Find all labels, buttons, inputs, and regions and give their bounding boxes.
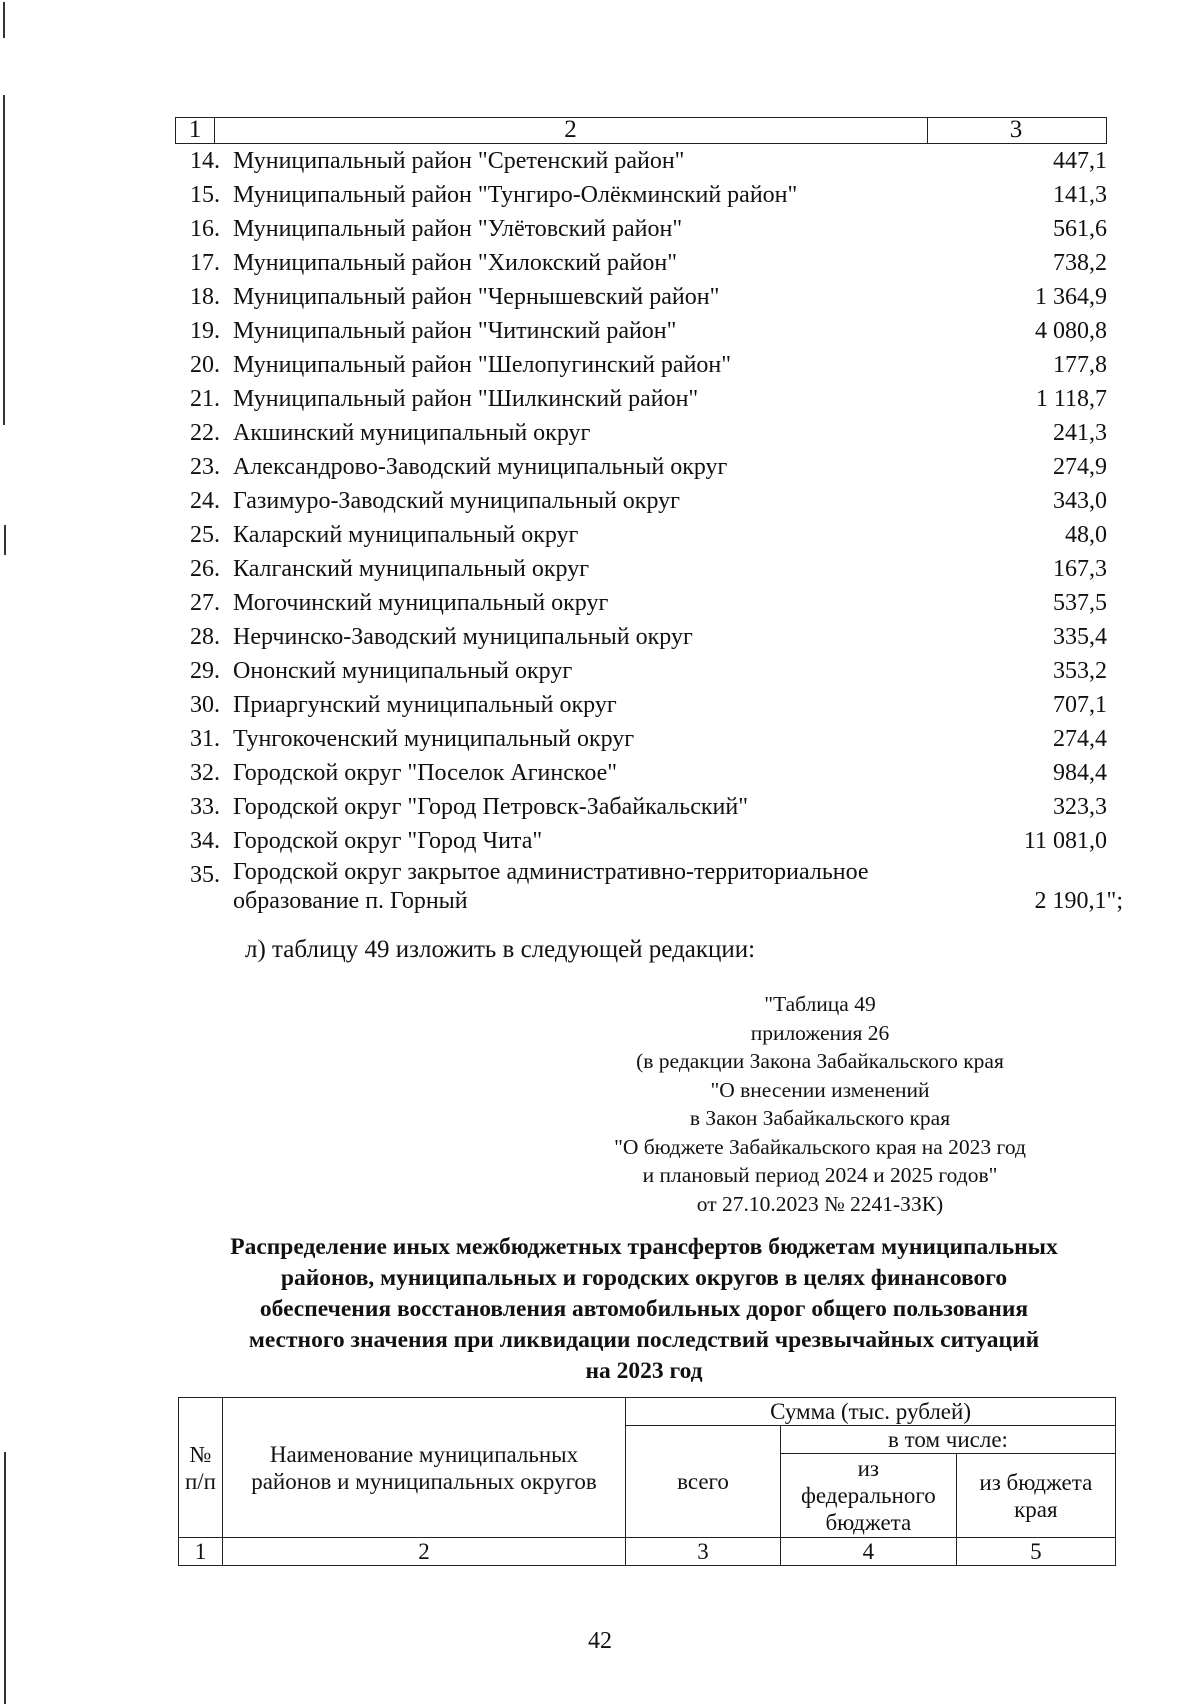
table-row — [175, 654, 1107, 688]
row-number: 19. — [190, 318, 220, 344]
row-name: Муниципальный район "Чернышевский район" — [233, 284, 720, 310]
row-value: 2 190,1"; — [1034, 888, 1123, 914]
column-number: 3 — [1009, 116, 1023, 143]
page-number: 42 — [588, 1628, 612, 1654]
row-number: 25. — [190, 522, 220, 548]
row-value: 11 081,0 — [1023, 828, 1107, 854]
table-row — [175, 382, 1107, 416]
table-row — [175, 314, 1107, 348]
row-number: 20. — [190, 352, 220, 378]
table-row — [175, 586, 1107, 620]
row-number: 14. — [190, 148, 220, 174]
table-row — [175, 688, 1107, 722]
table-row — [175, 212, 1107, 246]
row-number: 17. — [190, 250, 220, 276]
table-row — [175, 552, 1107, 586]
row-name: Ононский муниципальный округ — [233, 658, 573, 684]
row-number: 27. — [190, 590, 220, 616]
row-value: 1 118,7 — [1035, 386, 1107, 412]
row-name: Каларский муниципальный округ — [233, 522, 579, 548]
row-value: 343,0 — [1053, 488, 1107, 514]
table-row — [175, 280, 1107, 314]
caption-line: в Закон Забайкальского края — [689, 1106, 951, 1130]
table-row — [175, 416, 1107, 450]
row-number: 21. — [190, 386, 220, 412]
column-header-federal: из федерального бюджета — [780, 1454, 956, 1538]
row-value: 323,3 — [1053, 794, 1107, 820]
table-row — [175, 858, 1123, 916]
row-number: 26. — [190, 556, 220, 582]
row-name: Муниципальный район "Улётовский район" — [233, 216, 683, 242]
row-name: Городской округ "Город Чита" — [233, 828, 543, 854]
row-number: 24. — [190, 488, 220, 514]
column-number: 4 — [780, 1538, 956, 1566]
allocation-table-49 — [178, 1397, 1116, 1566]
table-row — [175, 620, 1107, 654]
table-row — [175, 756, 1107, 790]
column-number: 1 — [179, 1538, 223, 1566]
title-line: местного значения при ликвидации последствий чрезвычайных ситуаций — [248, 1327, 1040, 1353]
row-name: Городской округ закрытое административно-территориальное образование п. Горный — [233, 859, 869, 914]
caption-line: от 27.10.2023 № 2241-ЗЗК) — [696, 1191, 944, 1216]
row-number: 29. — [190, 658, 220, 684]
column-header-number: № п/п — [179, 1398, 223, 1538]
table-row — [175, 348, 1107, 382]
table-row — [175, 722, 1107, 756]
row-value: 561,6 — [1053, 216, 1107, 242]
table-body — [175, 144, 1107, 858]
row-number: 33. — [190, 794, 220, 820]
row-value: 177,8 — [1053, 352, 1107, 378]
table-row — [175, 144, 1107, 178]
row-value: 274,4 — [1053, 726, 1107, 752]
column-number: 3 — [626, 1538, 781, 1566]
column-number: 1 — [188, 116, 202, 143]
table-row — [175, 824, 1107, 858]
scan-edge-mark — [3, 95, 5, 425]
document-title — [168, 1232, 1120, 1387]
title-line: на 2023 год — [585, 1358, 703, 1384]
column-header-name: Наименование муниципальных районов и муниципальных округов — [222, 1398, 625, 1538]
row-name: Могочинский муниципальный округ — [233, 590, 609, 616]
row-name: Муниципальный район "Шелопугинский район" — [233, 352, 732, 378]
row-name: Муниципальный район "Хилокский район" — [233, 250, 678, 276]
caption-line: и плановый период 2024 и 2025 годов" — [642, 1163, 998, 1187]
title-line: Распределение иных межбюджетных трансфертов бюджетам муниципальных — [230, 1234, 1058, 1260]
column-header-including: в том числе: — [780, 1426, 1115, 1454]
row-value: 4 080,8 — [1035, 318, 1107, 344]
row-name: Муниципальный район "Читинский район" — [233, 318, 677, 344]
row-value: 167,3 — [1053, 556, 1107, 582]
table-row — [175, 450, 1107, 484]
row-name: Газимуро-Заводский муниципальный округ — [233, 488, 680, 514]
scan-edge-mark — [4, 525, 6, 555]
row-value: 274,9 — [1053, 454, 1107, 480]
column-number: 2 — [564, 116, 577, 143]
row-name: Городской округ "Город Петровск-Забайкальский" — [233, 794, 749, 820]
table-column-numbers — [175, 117, 1107, 144]
column-header-total: всего — [626, 1426, 781, 1538]
row-number: 31. — [190, 726, 220, 752]
row-number: 16. — [190, 216, 220, 242]
row-number: 23. — [190, 454, 220, 480]
row-value: 141,3 — [1053, 182, 1107, 208]
row-value: 1 364,9 — [1035, 284, 1107, 310]
caption-line: приложения 26 — [750, 1020, 890, 1045]
row-number: 18. — [190, 284, 220, 310]
row-name: Приаргунский муниципальный округ — [233, 692, 617, 718]
caption-line: "О бюджете Забайкальского края на 2023 год — [614, 1134, 1026, 1159]
table-row — [175, 246, 1107, 280]
column-header-regional: из бюджета края — [956, 1454, 1115, 1538]
amendment-text: л) таблицу 49 изложить в следующей редакции: — [245, 936, 756, 963]
row-number: 22. — [190, 420, 220, 446]
caption-line: (в редакции Закона Забайкальского края — [636, 1049, 1004, 1073]
row-name: Тунгокоченский муниципальный округ — [233, 726, 635, 752]
title-line: обеспечения восстановления автомобильных дорог общего пользования — [259, 1296, 1029, 1322]
row-name: Акшинский муниципальный округ — [233, 420, 591, 446]
table-caption — [575, 990, 1065, 1218]
table-row — [175, 790, 1107, 824]
table-row — [175, 484, 1107, 518]
scan-edge-mark — [3, 2, 5, 38]
table-row — [175, 178, 1107, 212]
row-number: 34. — [190, 828, 220, 854]
table-row — [175, 518, 1107, 552]
row-value: 447,1 — [1053, 148, 1107, 174]
row-name: Нерчинско-Заводский муниципальный округ — [233, 624, 693, 650]
row-name: Городской округ "Поселок Агинское" — [233, 760, 618, 786]
row-value: 335,4 — [1053, 624, 1107, 650]
column-number: 5 — [956, 1538, 1115, 1566]
row-name: Калганский муниципальный округ — [233, 556, 590, 582]
row-name: Муниципальный район "Шилкинский район" — [233, 386, 699, 412]
row-value: 48,0 — [1065, 522, 1107, 548]
column-header-sum: Сумма (тыс. рублей) — [626, 1398, 1116, 1426]
row-number: 35. — [190, 862, 220, 888]
caption-line: "О внесении изменений — [710, 1077, 930, 1102]
row-number: 28. — [190, 624, 220, 650]
table-column-numbers — [179, 1538, 1116, 1566]
row-number: 30. — [190, 692, 220, 718]
row-number: 32. — [190, 760, 220, 786]
row-value: 984,4 — [1053, 760, 1107, 786]
row-name: Муниципальный район "Тунгиро-Олёкминский район" — [233, 182, 798, 208]
row-name: Александрово-Заводский муниципальный округ — [233, 454, 728, 480]
row-name: Муниципальный район "Сретенский район" — [233, 148, 685, 174]
caption-line: "Таблица 49 — [764, 992, 876, 1016]
column-number: 2 — [222, 1538, 625, 1566]
row-value: 241,3 — [1053, 420, 1107, 446]
row-value: 738,2 — [1053, 250, 1107, 276]
scan-edge-mark — [4, 1452, 6, 1704]
row-value: 537,5 — [1053, 590, 1107, 616]
allocation-table-continued — [175, 116, 1123, 916]
row-value: 707,1 — [1053, 692, 1107, 718]
row-value: 353,2 — [1053, 658, 1107, 684]
row-number: 15. — [190, 182, 220, 208]
title-line: районов, муниципальных и городских округов в целях финансового — [280, 1265, 1008, 1291]
